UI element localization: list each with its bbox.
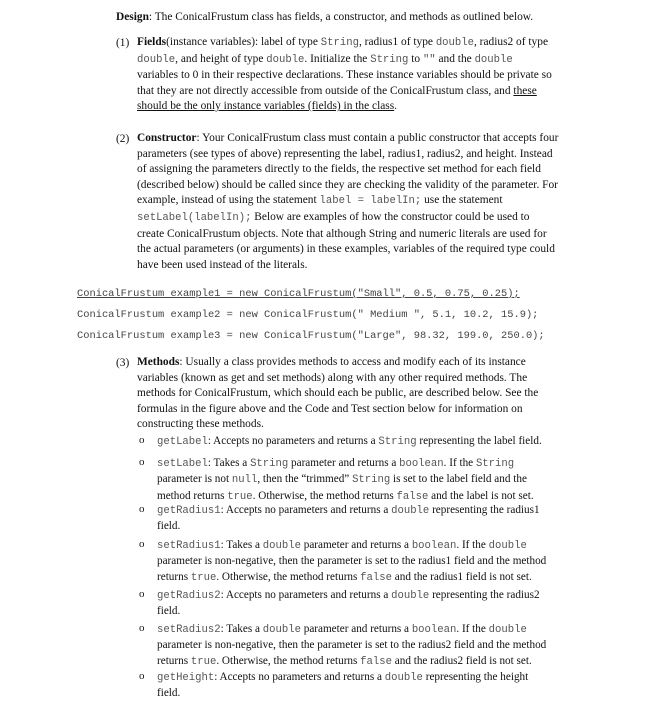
text-run: : Accepts no parameters and returns a	[214, 671, 385, 683]
code-term: double	[391, 590, 430, 602]
text-line	[137, 162, 582, 178]
text-run: parameter is not	[157, 473, 232, 486]
text-run: : Accepts no parameters and returns a	[207, 435, 379, 447]
code-term: getHeight	[157, 672, 215, 684]
text-run: representing the radius2	[429, 589, 540, 601]
text-run: . Initialize the	[304, 52, 371, 65]
text-run: returns	[157, 570, 191, 583]
text-run: have been used instead of the literals.	[137, 258, 308, 271]
text-line	[157, 456, 582, 472]
code-example-3: ConicalFrustum example3 = new ConicalFrustum("Large", 98.32, 199.0, 250.0);	[77, 330, 545, 342]
text-run: : Takes a	[220, 539, 263, 551]
text-run: parameter and returns a	[288, 457, 400, 469]
fields-number: (1)	[116, 37, 130, 49]
text-run: , and height of type	[175, 52, 267, 65]
text-line	[157, 588, 582, 604]
text-run: and the radius2 field is not set.	[391, 654, 532, 667]
method-item	[157, 588, 582, 620]
code-term: String	[475, 458, 515, 470]
method-item	[157, 434, 582, 450]
text-run: (instance variables): label of type	[166, 36, 321, 48]
text-line	[137, 210, 582, 227]
text-line	[137, 52, 577, 69]
text-line	[137, 193, 582, 210]
methods-number: (3)	[116, 357, 130, 369]
method-item	[157, 622, 582, 670]
text-line	[137, 68, 577, 84]
method-item	[157, 538, 582, 586]
design-label: Design	[116, 11, 149, 23]
code-term: setRadius2	[157, 624, 221, 636]
code-term: String	[370, 53, 409, 66]
text-run: and the radius1 field is not set.	[391, 570, 532, 583]
underlined-text: these	[513, 84, 537, 97]
text-run: : Accepts no parameters and returns a	[220, 589, 392, 601]
fields-paragraph	[137, 35, 577, 115]
text-run: the actual parameters (or arguments) in these examples, variables of the required type could	[137, 243, 555, 256]
code-term: false	[360, 655, 392, 668]
text-run: : Takes a	[207, 457, 251, 469]
text-run: representing the radius1	[429, 504, 540, 516]
text-line	[137, 147, 582, 163]
method-item	[157, 456, 582, 505]
text-run: : Your ConicalFrustum class must contain a public constructor that accepts four	[196, 132, 559, 144]
design-text: : The ConicalFrustum class has fields, a constructor, and methods as outlined below.	[148, 11, 534, 23]
method-item	[157, 670, 582, 702]
constructor-paragraph	[137, 131, 582, 273]
bullet-icon: o	[139, 670, 145, 682]
code-term: label = labelIn;	[319, 195, 422, 208]
code-term: setLabel	[157, 458, 208, 470]
text-run: : Usually a class provides methods to access and modify each of its instance	[179, 356, 526, 368]
text-line	[157, 554, 582, 569]
text-run: . If the	[456, 539, 489, 551]
code-term: double	[488, 624, 527, 636]
code-term: true	[227, 490, 253, 503]
text-run: field.	[157, 605, 181, 618]
code-term: double	[384, 672, 423, 684]
text-run: , then the “trimmed”	[257, 473, 353, 486]
text-run: to	[408, 52, 423, 65]
text-line	[137, 402, 577, 418]
text-line	[137, 178, 582, 194]
text-run: parameters (see types of above) representing the label, radius1, radius2, and height. Instead	[137, 147, 553, 160]
text-run: that they are not directly accessible from outside of the ConicalFrustum class, and	[137, 84, 514, 97]
text-run: parameter is non-negative, then the parameter is set to the radius2 field and the method	[157, 639, 547, 652]
code-term: boolean	[411, 624, 457, 636]
text-line	[157, 638, 582, 653]
code-term: false	[360, 571, 392, 584]
bullet-icon: o	[139, 503, 145, 515]
code-term: double	[474, 53, 513, 66]
text-run: : Takes a	[220, 623, 263, 635]
text-run: example, instead of using the statement	[137, 194, 320, 207]
text-run: field.	[157, 687, 181, 700]
code-term: getRadius2	[157, 590, 221, 602]
text-run: returns	[157, 654, 191, 667]
bullet-icon: o	[139, 456, 145, 468]
code-term: true	[190, 571, 217, 584]
code-term: setLabel(labelIn);	[137, 211, 252, 224]
text-run: , radius2 of type	[473, 36, 549, 48]
text-run: constructing these methods.	[137, 418, 264, 431]
code-term: getLabel	[157, 436, 208, 448]
text-line	[137, 417, 577, 433]
text-line	[137, 258, 582, 274]
text-run: .	[394, 100, 398, 113]
text-run: field.	[157, 520, 181, 533]
code-example-1: ConicalFrustum example1 = new ConicalFrustum("Small", 0.5, 0.75, 0.25);	[77, 288, 520, 300]
text-run: . Otherwise, the method returns	[216, 570, 361, 583]
section-label: Fields	[137, 36, 167, 48]
text-line	[157, 434, 582, 450]
design-paragraph	[116, 10, 596, 26]
code-term: boolean	[411, 540, 457, 552]
constructor-examples	[77, 284, 545, 347]
code-term: String	[352, 474, 391, 487]
text-line	[137, 386, 577, 402]
code-term: double	[266, 53, 305, 66]
constructor-number: (2)	[116, 133, 130, 145]
text-run: is set to the label field and the	[390, 473, 527, 486]
text-run: methods for ConicalFrustum, which should each be public, are described below. See the	[137, 387, 539, 400]
text-run: (described below) should be called since they are checking the validity of the parameter. For	[137, 178, 558, 191]
text-line	[137, 84, 577, 100]
methods-paragraph	[137, 355, 577, 433]
text-run: . Otherwise, the method returns	[216, 654, 361, 667]
code-term: getRadius1	[157, 505, 221, 517]
code-term: String	[378, 436, 417, 448]
code-term: double	[262, 624, 301, 636]
code-term: double	[137, 53, 176, 66]
code-term: true	[190, 655, 217, 668]
code-term: double	[488, 540, 527, 552]
section-label: Methods	[137, 356, 180, 368]
bullet-icon: o	[139, 588, 145, 600]
text-run: representing the height	[422, 671, 529, 683]
bullet-icon: o	[139, 538, 145, 550]
text-line	[157, 654, 582, 670]
text-run: variables to 0 in their respective declarations. These instance variables should be private so	[137, 69, 552, 82]
text-run: parameter is non-negative, then the parameter is set to the radius1 field and the method	[157, 555, 547, 568]
text-run: . Otherwise, the method returns	[252, 489, 397, 502]
text-run: . If the	[456, 623, 489, 635]
code-term: setRadius1	[157, 540, 221, 552]
text-run: method returns	[157, 489, 228, 502]
text-run: and the label is not set.	[428, 489, 534, 502]
text-line	[137, 355, 577, 371]
text-line	[157, 570, 582, 586]
text-line	[157, 622, 582, 638]
text-run: formulas in the figure above and the Code and Test section below for information on	[137, 402, 523, 415]
code-term: double	[262, 540, 301, 552]
code-term: String	[320, 37, 359, 49]
code-example-2: ConicalFrustum example2 = new ConicalFrustum(" Medium ", 5.1, 10.2, 15.9);	[77, 309, 539, 321]
text-line	[137, 131, 582, 147]
text-line	[157, 670, 582, 686]
text-run: and the	[435, 52, 475, 65]
underlined-text: should be the only instance variables (fields) in the class	[137, 100, 395, 113]
text-run: of assigning the parameters directly to the fields, the respective set method for each field	[137, 163, 541, 176]
text-run: use the statement	[421, 194, 503, 207]
bullet-icon: o	[139, 622, 145, 634]
text-run: create ConicalFrustum objects. Note that although String and numeric literals are used for	[137, 227, 547, 240]
text-line	[157, 472, 582, 488]
code-term: double	[435, 37, 474, 49]
code-term: null	[231, 474, 258, 487]
code-term: boolean	[399, 458, 444, 470]
text-run: representing the label field.	[416, 435, 542, 447]
text-line	[157, 503, 582, 519]
text-line	[157, 538, 582, 554]
text-line	[137, 371, 577, 387]
text-line	[157, 519, 582, 534]
text-line	[137, 242, 582, 258]
text-run: : Accepts no parameters and returns a	[220, 504, 392, 516]
text-run: variables (known as get and set methods) along with any other required methods. The	[137, 371, 528, 384]
text-line	[137, 35, 577, 52]
code-term: String	[250, 458, 289, 470]
text-run: , radius1 of type	[358, 36, 436, 48]
text-line	[137, 99, 577, 115]
text-line	[137, 227, 582, 243]
section-label: Constructor	[137, 132, 197, 144]
text-line	[157, 604, 582, 619]
code-term: ""	[422, 53, 436, 66]
method-item	[157, 503, 582, 535]
text-run: parameter and returns a	[300, 623, 412, 635]
code-term: double	[391, 505, 430, 517]
bullet-icon: o	[139, 434, 145, 446]
code-term: false	[396, 490, 429, 503]
text-run: Below are examples of how the constructor could be used to	[251, 210, 530, 223]
text-run: parameter and returns a	[300, 539, 412, 551]
text-run: . If the	[443, 457, 476, 469]
